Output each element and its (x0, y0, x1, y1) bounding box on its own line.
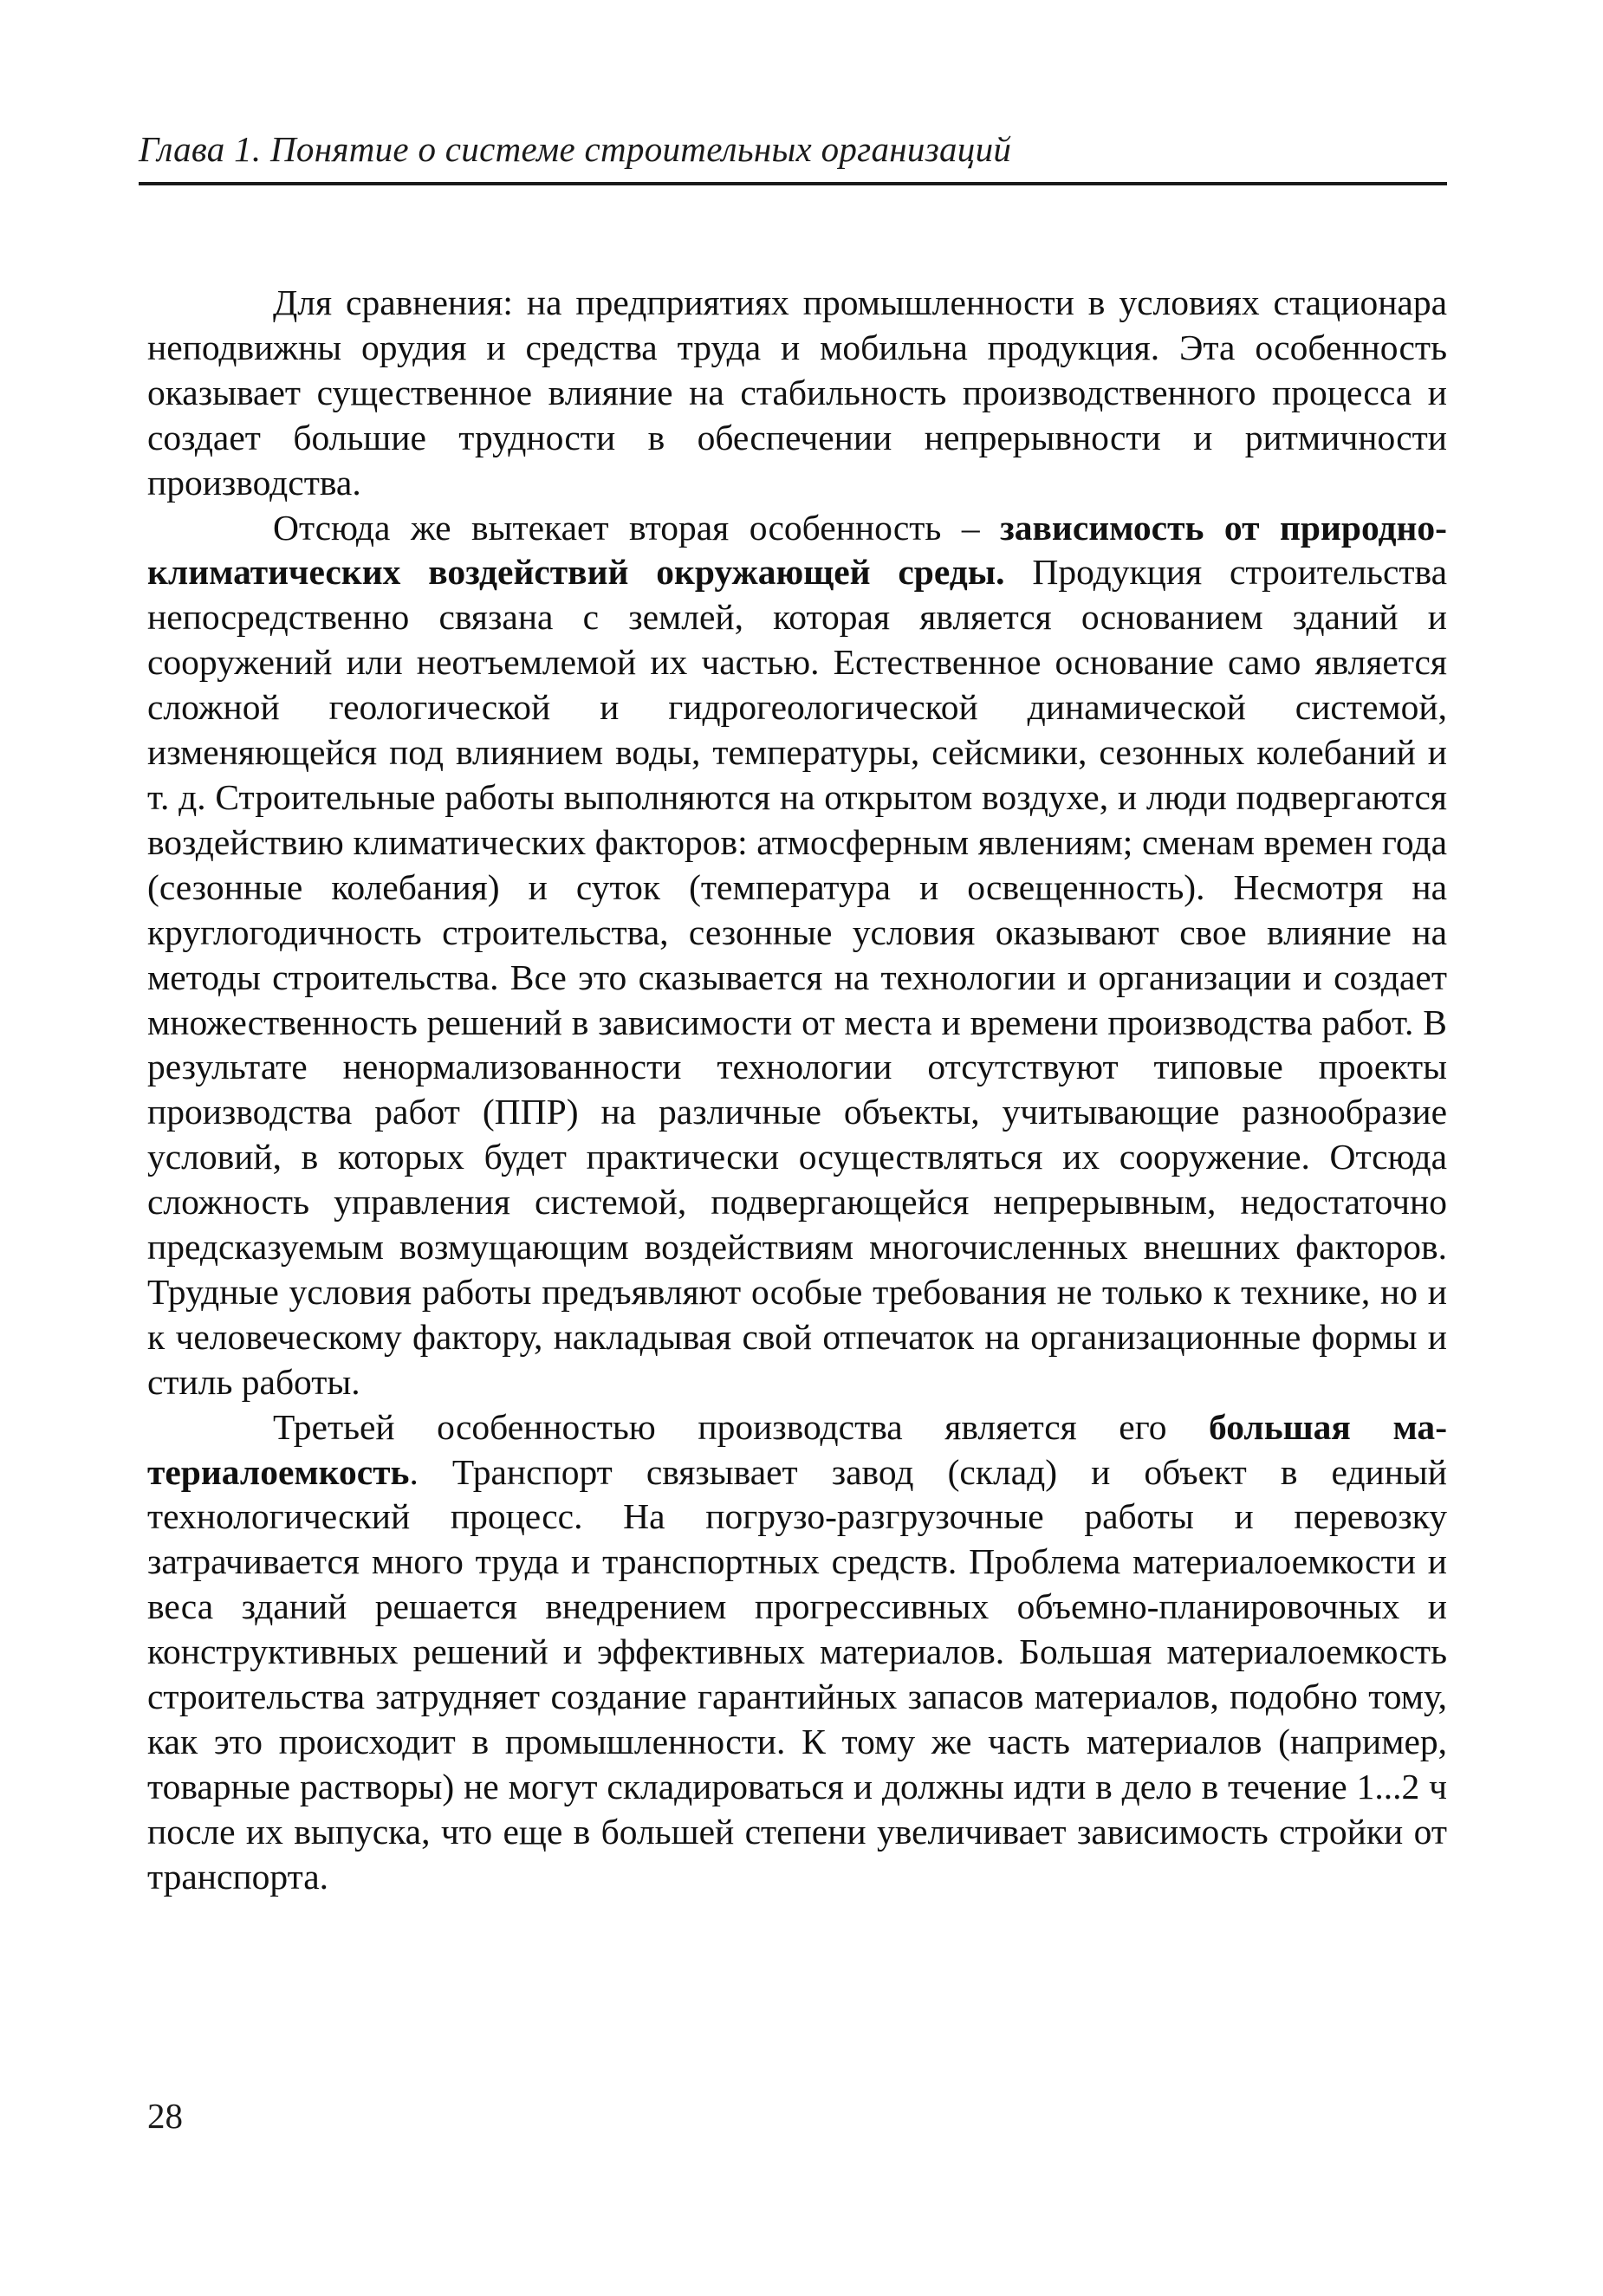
header-rule (139, 182, 1447, 185)
paragraph-1 (147, 281, 1447, 506)
paragraph-3-intro: Третьей особенностью производства является его (273, 1406, 1210, 1447)
paragraph-3-body: . Транспорт связывает завод (склад) и объект в единый технологический процесс. На погрузо-разгрузочные работы и перевозку затрачивается много труда и транспортных средств. Проблема материалоемкости и веса зданий решается внедрением прогрессивных объемно-планировочных и конструктивных решений и эффективных материалов. Большая материалоемкость строительства затрудняет создание гарантийных запасов материалов, подобно тому, как это происходит в промышленности. К тому же часть материалов (например, товарные растворы) не могут складироваться и должны идти в дело в течение 1...2 ч после их выпуска, что еще в большей степени увеличивает зависимость стройки от транспорта. (147, 1451, 1447, 1897)
paragraph-2-emphasis: зависимость от природно-климатических воздействий окружающей среды. (147, 507, 1447, 593)
paragraph-2 (147, 506, 1447, 1405)
paragraph-3 (147, 1405, 1447, 1900)
paragraph-2-body: Продукция строительства непосредственно связана с землей, которая является основанием зданий и сооружений или неотъемлемой их частью. Естественное основание само является сложной геологической и гидрогеологической динамической системой, изменяющейся под влиянием воды, температуры, сейсмики, сезонных колебаний и т. д. Строительные работы выполняются на открытом воздухе, и люди подвергаются воздействию климатических факторов: атмосферным явлениям; сменам времен года (сезонные колебания) и суток (температура и освещенность). Несмотря на круглогодичность строительства, сезонные условия оказывают свое влияние на методы строительства. Все это сказывается на технологии и организации и создает множественность решений в зависимости от места и времени производства работ. В результате ненормализованности технологии отсутствуют типовые проекты производства работ (ППР) на различные объекты, учитывающие разнообразие условий, в которых будет практически осуществляться их сооружение. Отсюда сложность управления системой, подвергающейся непрерывным, недостаточно предсказуемым возмущающим воздействиям многочисленных внешних факторов. Трудные условия работы предъявляют особые требования не только к технике, но и к человеческому фактору, накладывая свой отпечаток на организационные формы и стиль работы. (147, 552, 1447, 1402)
paragraph-1-text: Для сравнения: на предприятиях промышленности в условиях стационара неподвижны орудия и средства труда и мобильна продукция. Эта особенность оказывает существенное влияние на стабильность производственного процесса и создает большие трудности в обеспечении непрерывности и ритмичности производства. (147, 282, 1447, 503)
body-text (147, 281, 1447, 1900)
paragraph-2-intro: Отсюда же вытекает вторая особенность – (273, 507, 1001, 548)
paragraph-3-emphasis: большая материалоемкость (147, 1406, 1448, 1492)
running-header: Глава 1. Понятие о системе строительных организаций (139, 129, 1012, 169)
page-number: 28 (147, 2096, 183, 2136)
